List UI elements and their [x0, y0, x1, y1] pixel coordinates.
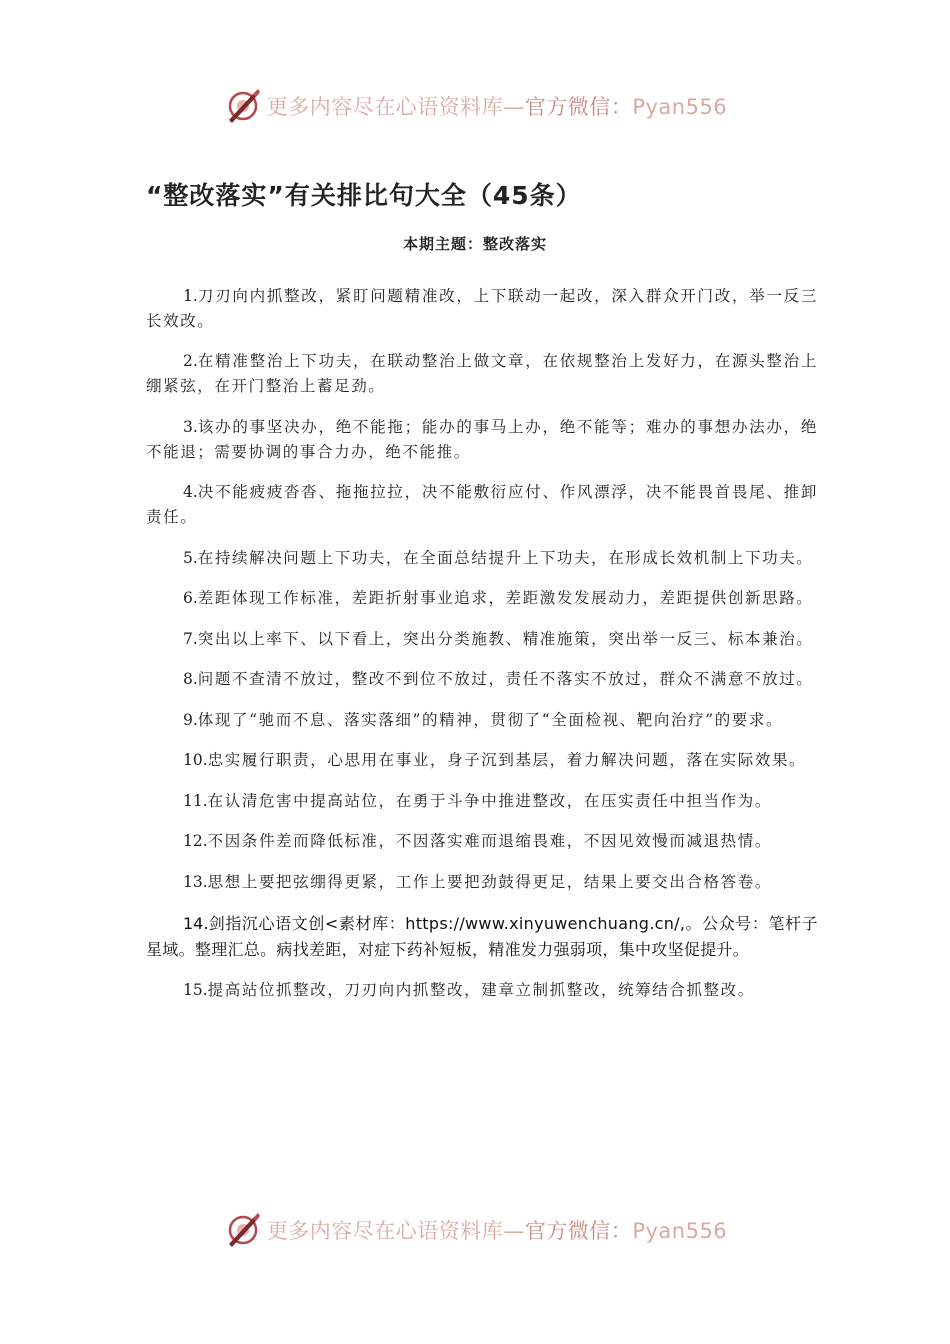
list-item	[146, 627, 818, 652]
banner-dash: —	[503, 95, 525, 119]
item-text: 思想上要把弦绷得更紧，工作上要把劲鼓得更足，结果上要交出合格答卷。	[207, 872, 772, 891]
pen-logo-icon	[223, 1210, 263, 1250]
item-number: 15.	[183, 981, 208, 999]
item-text: 差距体现工作标准，差距折射事业追求，差距激发发展动力，差距提供创新思路。	[197, 589, 814, 607]
item-text: 问题不查清不放过，整改不到位不放过，责任不落实不放过，群众不满意不放过。	[197, 670, 814, 688]
banner-wechat-id: Pyan556	[632, 95, 728, 119]
item-text: 提高站位抓整改，刀刃向内抓整改，建章立制抓整改，统筹结合抓整改。	[207, 981, 755, 999]
item-number: 13.	[183, 872, 208, 891]
item-number: 11.	[183, 791, 208, 810]
item-text: 剑指沉心语文创<素材库：https://www.xinyuwenchuang.cn/,。公众号：笔杆子星域。整理汇总。病找差距，对症下药补短板，精准发力强弱项，集中攻坚促提升。	[146, 913, 818, 959]
banner-dash: —	[503, 1219, 525, 1243]
footer-watermark-banner	[0, 1208, 950, 1252]
list-item	[146, 349, 818, 399]
item-text: 体现了“驰而不息、落实落细”的精神，贯彻了“全面检视、靶向治疗”的要求。	[197, 710, 784, 729]
item-number: 1.	[183, 286, 198, 305]
list-item	[146, 829, 818, 854]
banner-wechat-id: Pyan556	[632, 1219, 728, 1243]
list-item	[146, 586, 818, 611]
item-number: 8.	[183, 670, 198, 688]
item-text: 突出以上率下、以下看上，突出分类施教、精准施策，突出举一反三、标本兼治。	[197, 629, 814, 648]
item-text: 在精准整治上下功夫，在联动整治上做文章，在依规整治上发好力，在源头整治上绷紧弦，在开门整治上蓄足劲。	[146, 352, 818, 395]
item-number: 7.	[183, 629, 198, 648]
item-number: 12.	[183, 832, 208, 850]
banner-main-text: 更多内容尽在心语资料库	[266, 1219, 504, 1243]
list-item	[146, 870, 818, 895]
page-subtitle: 本期主题：整改落实	[402, 235, 547, 253]
item-text: 在持续解决问题上下功夫，在全面总结提升上下功夫，在形成长效机制上下功夫。	[197, 548, 814, 567]
list-item	[146, 978, 818, 1003]
list-item	[146, 708, 818, 733]
list-item	[146, 667, 818, 692]
item-number: 3.	[183, 417, 198, 436]
list-item	[146, 748, 818, 773]
item-number: 2.	[183, 352, 198, 370]
item-number: 6.	[183, 589, 198, 607]
item-text: 在认清危害中提高站位，在勇于斗争中推进整改，在压实责任中担当作为。	[207, 791, 772, 810]
banner-main-text: 更多内容尽在心语资料库	[266, 95, 504, 119]
list-item	[146, 415, 818, 465]
item-number: 5.	[183, 548, 198, 567]
item-number: 10.	[183, 751, 208, 769]
header-watermark-banner	[0, 84, 950, 128]
list-item	[146, 284, 818, 334]
list-item	[146, 546, 818, 571]
item-number: 9.	[183, 710, 198, 729]
list-item	[146, 911, 818, 963]
item-number: 4.	[183, 483, 198, 501]
banner-text	[267, 91, 727, 121]
item-text: 忠实履行职责，心思用在事业，身子沉到基层，着力解决问题，落在实际效果。	[207, 751, 807, 769]
pen-logo-icon	[223, 86, 263, 126]
banner-wechat-label: 官方微信：	[524, 95, 633, 119]
sentence-list	[146, 268, 818, 1015]
item-text: 不因条件差而降低标准，不因落实难而退缩畏难，不因见效慢而减退热情。	[207, 832, 772, 850]
item-text: 刀刃向内抓整改，紧盯问题精准改，上下联动一起改，深入群众开门改，举一反三长效改。	[146, 286, 818, 330]
item-number: 14.	[183, 913, 209, 933]
list-item	[146, 789, 818, 814]
page-title: “整改落实”有关排比句大全（45条）	[146, 181, 582, 210]
item-text: 决不能疲疲沓沓、拖拖拉拉，决不能敷衍应付、作风漂浮，决不能畏首畏尾、推卸责任。	[146, 483, 818, 526]
banner-text	[267, 1215, 727, 1245]
list-item	[146, 480, 818, 530]
banner-wechat-label: 官方微信：	[524, 1219, 633, 1243]
item-text: 该办的事坚决办，绝不能拖；能办的事马上办，绝不能等；难办的事想办法办，绝不能退；需要协调的事合力办，绝不能推。	[146, 417, 818, 461]
